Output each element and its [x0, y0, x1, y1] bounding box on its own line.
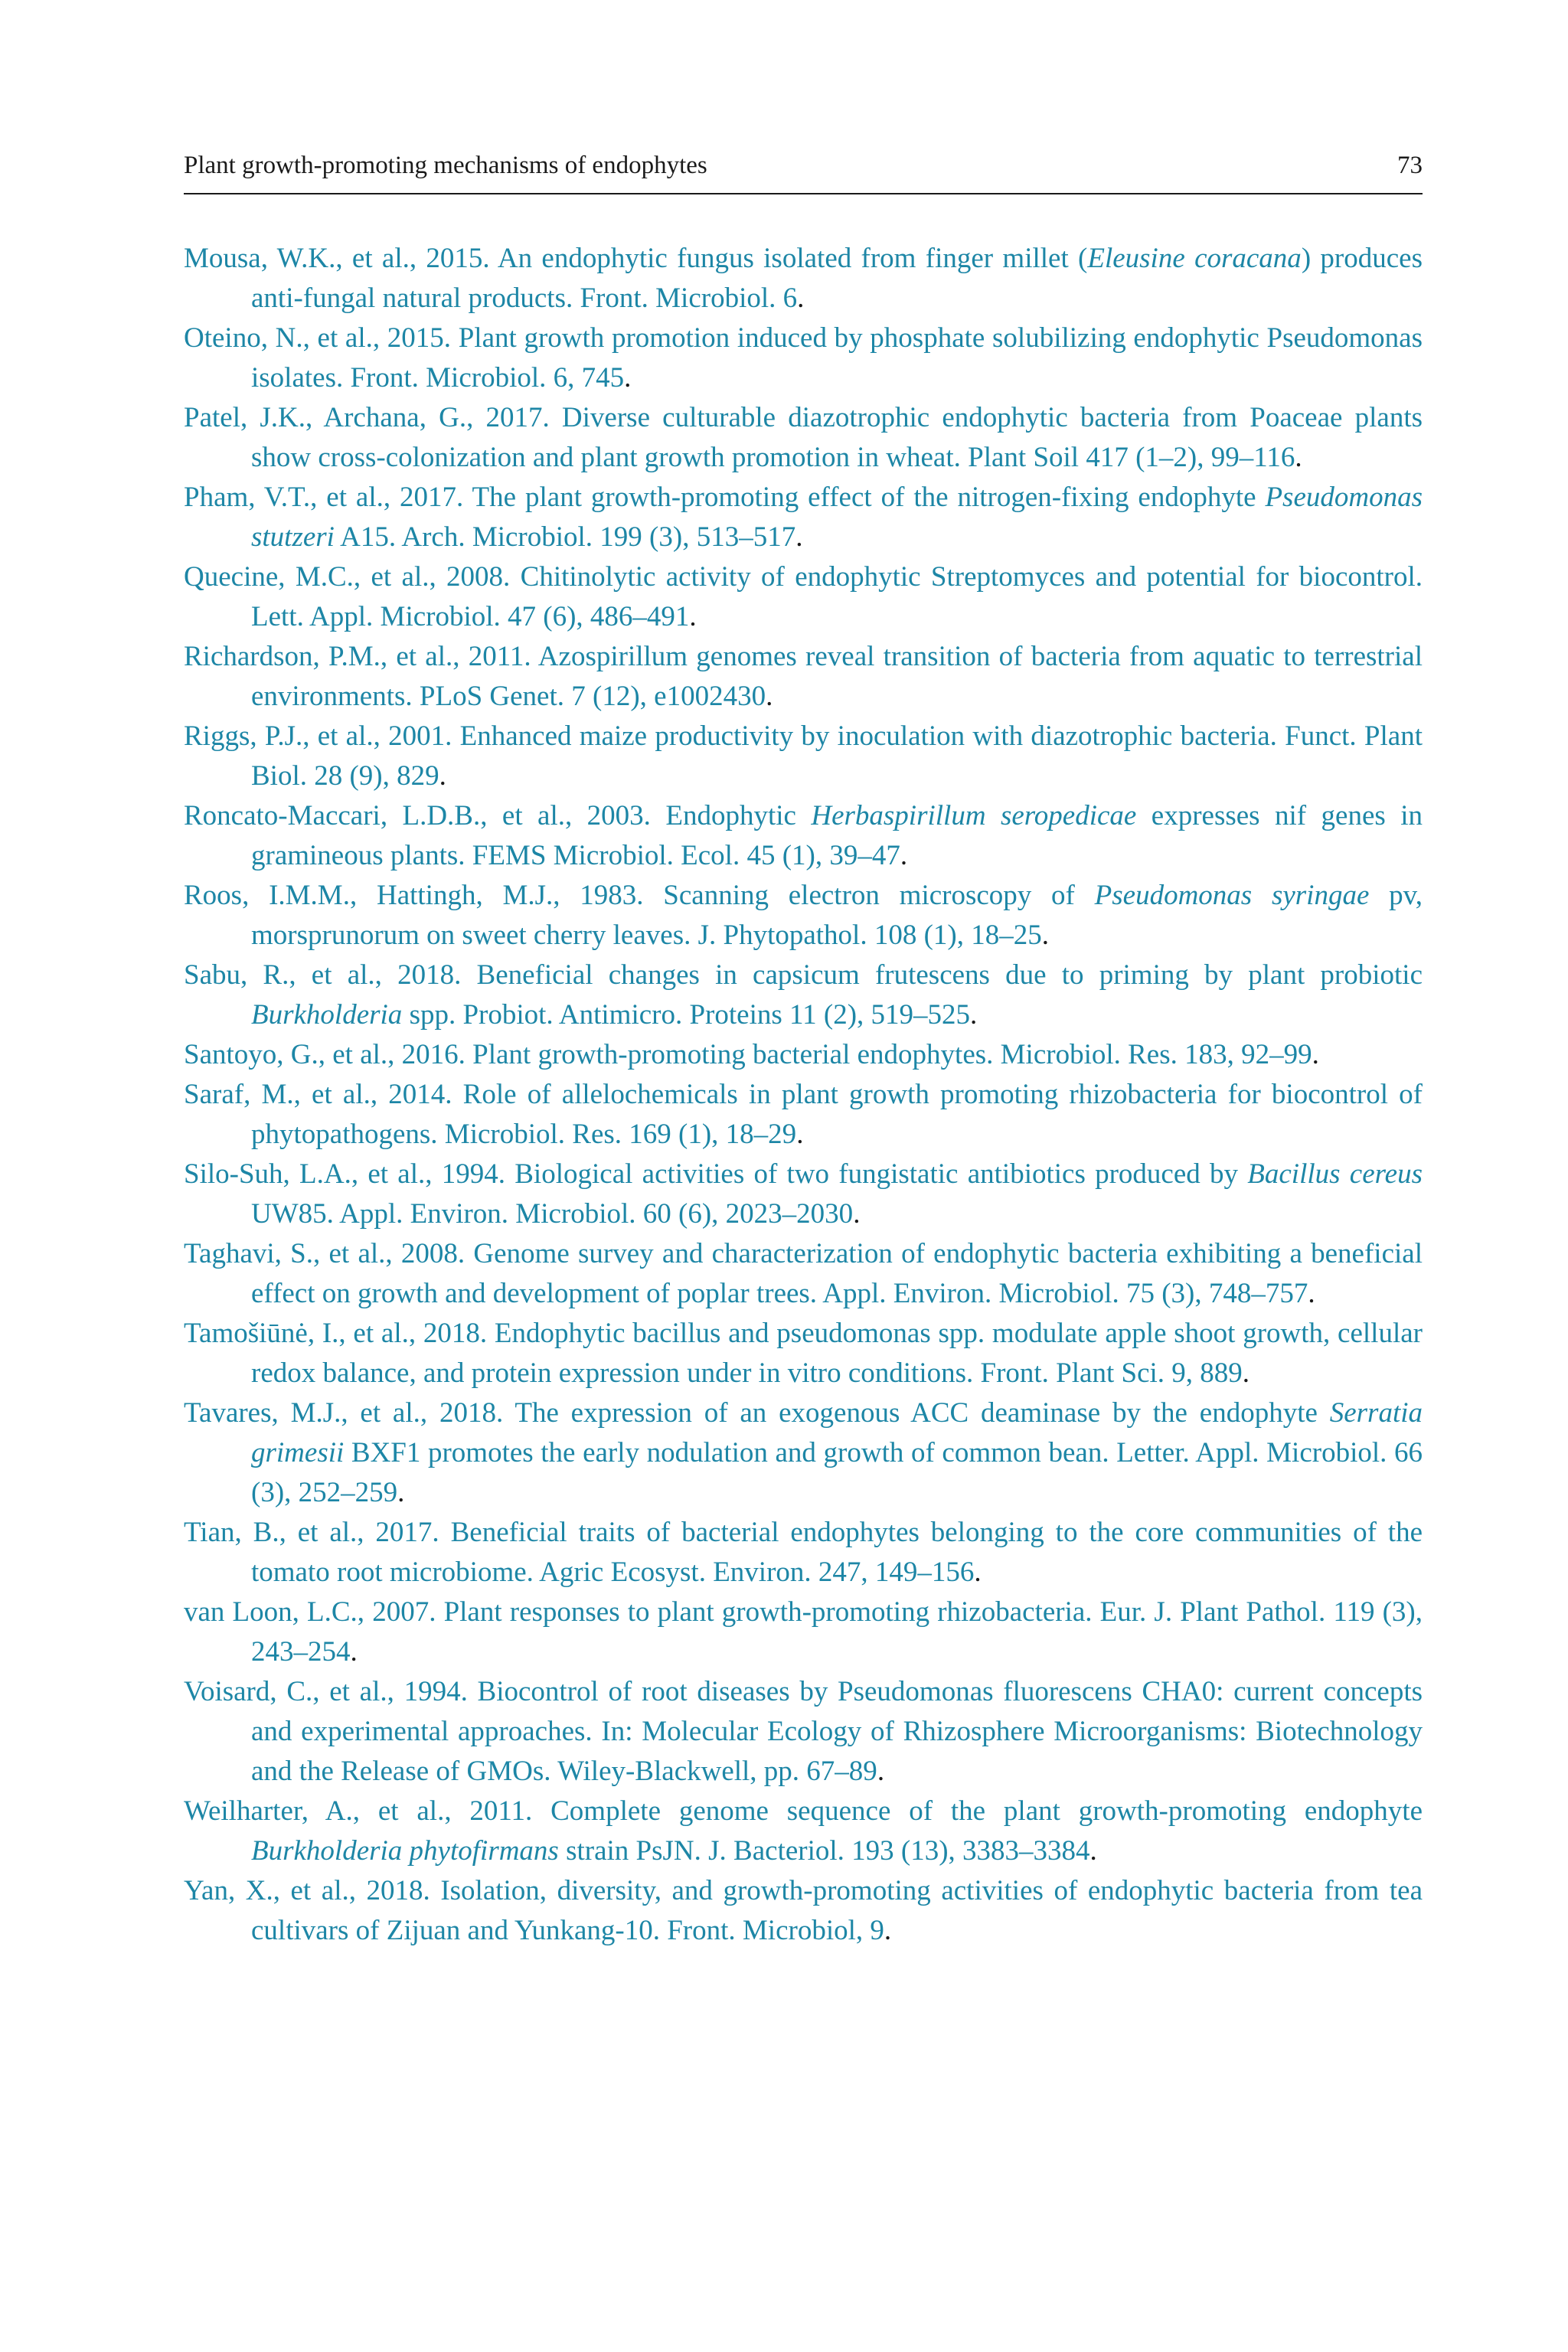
- reference-end: .: [877, 1756, 885, 1787]
- reference-entry[interactable]: [184, 1393, 1423, 1513]
- reference-text: Pham, V.T., et al., 2017. The plant growth-promoting effect of the nitrogen-fixing endophyte: [184, 482, 1266, 513]
- reference-end: .: [1308, 1278, 1315, 1309]
- reference-text-cont: UW85. Appl. Environ. Microbiol. 60 (6), 2023–2030: [251, 1198, 854, 1230]
- reference-text: Mousa, W.K., et al., 2015. An endophytic fungus isolated from finger millet (: [184, 243, 1088, 274]
- reference-text: Roos, I.M.M., Hattingh, M.J., 1983. Scanning electron microscopy of: [184, 880, 1095, 911]
- reference-text: Oteino, N., et al., 2015. Plant growth promotion induced by phosphate solubilizing endophytic Pseudomonas isolates. Front. Microbiol. 6, 745: [184, 322, 1423, 394]
- reference-text-cont: A15. Arch. Microbiol. 199 (3), 513–517: [334, 521, 796, 553]
- reference-end: .: [439, 760, 446, 792]
- reference-entry[interactable]: [184, 1075, 1423, 1155]
- reference-text: van Loon, L.C., 2007. Plant responses to plant growth-promoting rhizobacteria. Eur. J. Plant Pathol. 119 (3), 243–254: [184, 1596, 1423, 1668]
- species-name: Burkholderia: [251, 999, 403, 1031]
- reference-list: [184, 239, 1423, 1951]
- running-header: [184, 149, 1423, 194]
- reference-text: Silo-Suh, L.A., et al., 1994. Biological activities of two fungistatic antibiotics produced by: [184, 1158, 1248, 1190]
- reference-end: .: [1242, 1357, 1250, 1389]
- reference-text: Weilharter, A., et al., 2011. Complete genome sequence of the plant growth-promoting endophyte: [184, 1795, 1423, 1827]
- reference-entry[interactable]: [184, 796, 1423, 876]
- reference-end: .: [350, 1636, 358, 1668]
- reference-text: Taghavi, S., et al., 2008. Genome survey and characterization of endophytic bacteria exhibiting a beneficial effect on growth and development of poplar trees. Appl. Environ. Microbiol. 75 (3), 748–757: [184, 1238, 1423, 1309]
- reference-entry[interactable]: [184, 1234, 1423, 1314]
- reference-entry[interactable]: [184, 956, 1423, 1035]
- reference-end: .: [1312, 1039, 1319, 1070]
- reference-entry[interactable]: [184, 1513, 1423, 1592]
- reference-text: Quecine, M.C., et al., 2008. Chitinolytic activity of endophytic Streptomyces and potential for biocontrol. Lett. Appl. Microbiol. 47 (6), 486–491: [184, 561, 1423, 632]
- reference-entry[interactable]: [184, 717, 1423, 796]
- species-name: Burkholderia phytofirmans: [251, 1835, 559, 1867]
- reference-entry[interactable]: [184, 876, 1423, 956]
- running-header-title: Plant growth-promoting mechanisms of endophytes: [184, 152, 707, 179]
- reference-text: Yan, X., et al., 2018. Isolation, diversity, and growth-promoting activities of endophytic bacteria from tea cultivars of Zijuan and Yunkang-10. Front. Microbiol, 9: [184, 1875, 1423, 1946]
- reference-end: .: [797, 283, 805, 314]
- reference-end: .: [397, 1477, 405, 1508]
- reference-end: .: [900, 840, 908, 871]
- reference-entry[interactable]: [184, 318, 1423, 398]
- reference-entry[interactable]: [184, 1792, 1423, 1871]
- reference-entry[interactable]: [184, 1592, 1423, 1672]
- reference-end: .: [884, 1915, 892, 1946]
- reference-entry[interactable]: [184, 557, 1423, 637]
- reference-entry[interactable]: [184, 478, 1423, 557]
- reference-entry[interactable]: [184, 398, 1423, 478]
- reference-text-cont: BXF1 promotes the early nodulation and growth of common bean. Letter. Appl. Microbiol. 66 (3), 252–259: [251, 1437, 1423, 1508]
- species-name: Bacillus cereus: [1247, 1158, 1423, 1190]
- reference-text-cont: strain PsJN. J. Bacteriol. 193 (13), 3383–3384: [558, 1835, 1090, 1867]
- species-name: Pseudomonas syringae: [1094, 880, 1370, 911]
- reference-text: Patel, J.K., Archana, G., 2017. Diverse culturable diazotrophic endophytic bacteria from Poaceae plants show cross-colonization and plant growth promotion in wheat. Plant Soil 417 (1–2), 99–116: [184, 402, 1423, 473]
- reference-text: Sabu, R., et al., 2018. Beneficial changes in capsicum frutescens due to priming by plant probiotic: [184, 959, 1423, 991]
- reference-text-cont: ) produces anti-fungal natural products. Front. Microbiol. 6: [251, 243, 1423, 314]
- reference-end: .: [795, 521, 803, 553]
- reference-end: .: [853, 1198, 861, 1230]
- reference-text: Tavares, M.J., et al., 2018. The expression of an exogenous ACC deaminase by the endophyte: [184, 1397, 1330, 1429]
- reference-text: Riggs, P.J., et al., 2001. Enhanced maize productivity by inoculation with diazotrophic bacteria. Funct. Plant Biol. 28 (9), 829: [184, 720, 1423, 792]
- reference-text: Santoyo, G., et al., 2016. Plant growth-promoting bacterial endophytes. Microbiol. Res. 183, 92–99: [184, 1039, 1312, 1070]
- reference-end: .: [689, 601, 697, 632]
- species-name: Pseudomonas stutzeri: [251, 482, 1423, 553]
- reference-end: .: [796, 1119, 804, 1150]
- reference-text: Richardson, P.M., et al., 2011. Azospirillum genomes reveal transition of bacteria from aquatic to terrestrial environments. PLoS Genet. 7 (12), e1002430: [184, 641, 1423, 712]
- reference-entry[interactable]: [184, 1155, 1423, 1234]
- reference-entry[interactable]: [184, 1035, 1423, 1075]
- species-name: Serratia grimesii: [251, 1397, 1423, 1468]
- reference-text-cont: pv, morsprunorum on sweet cherry leaves. J. Phytopathol. 108 (1), 18–25: [251, 880, 1423, 951]
- reference-end: .: [766, 681, 773, 712]
- reference-entry[interactable]: [184, 1871, 1423, 1951]
- reference-text: Voisard, C., et al., 1994. Biocontrol of root diseases by Pseudomonas fluorescens CHA0: current concepts and experimental approaches. In: Molecular Ecology of Rhizosphere Microorganisms: Biotechnology and the Release of GMOs. Wiley-Blackwell, pp. 67–89: [184, 1676, 1423, 1787]
- reference-entry[interactable]: [184, 1672, 1423, 1792]
- reference-end: .: [1089, 1835, 1097, 1867]
- reference-entry[interactable]: [184, 637, 1423, 717]
- species-name: Eleusine coracana: [1087, 243, 1302, 274]
- reference-text-cont: expresses nif genes in gramineous plants. FEMS Microbiol. Ecol. 45 (1), 39–47: [251, 800, 1423, 871]
- reference-text: Saraf, M., et al., 2014. Role of allelochemicals in plant growth promoting rhizobacteria for biocontrol of phytopathogens. Microbiol. Res. 169 (1), 18–29: [184, 1079, 1423, 1150]
- reference-text: Roncato-Maccari, L.D.B., et al., 2003. Endophytic: [184, 800, 812, 831]
- reference-entry[interactable]: [184, 1314, 1423, 1393]
- reference-end: .: [1041, 920, 1049, 951]
- reference-entry[interactable]: [184, 239, 1423, 318]
- reference-end: .: [970, 999, 978, 1031]
- reference-end: .: [974, 1557, 982, 1588]
- page-number: 73: [1397, 152, 1423, 179]
- reference-text: Tamošiūnė, I., et al., 2018. Endophytic bacillus and pseudomonas spp. modulate apple shoot growth, cellular redox balance, and protein expression under in vitro conditions. Front. Plant Sci. 9, 889: [184, 1318, 1423, 1389]
- reference-text: Tian, B., et al., 2017. Beneficial traits of bacterial endophytes belonging to the core communities of the tomato root microbiome. Agric Ecosyst. Environ. 247, 149–156: [184, 1517, 1423, 1588]
- species-name: Herbaspirillum seropedicae: [811, 800, 1137, 831]
- reference-end: .: [624, 362, 632, 394]
- reference-end: .: [1295, 442, 1302, 473]
- reference-text-cont: spp. Probiot. Antimicro. Proteins 11 (2), 519–525: [402, 999, 971, 1031]
